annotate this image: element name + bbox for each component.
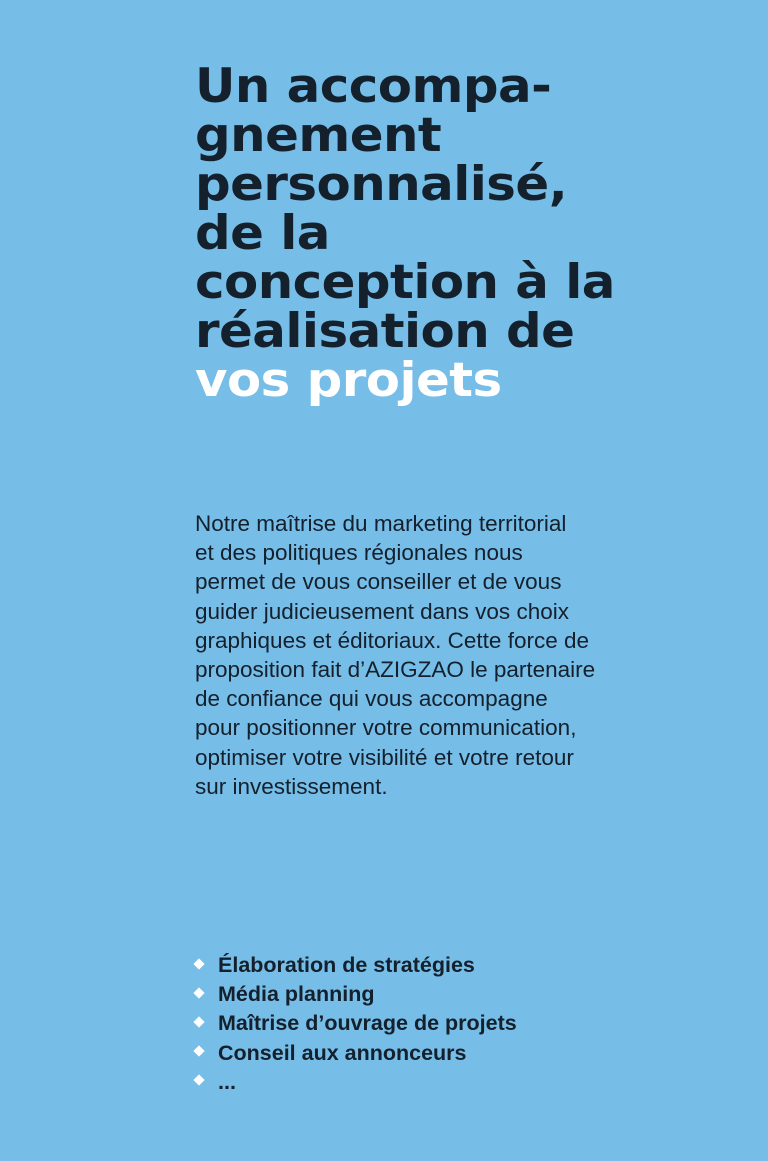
diamond-bullet-icon: [193, 1016, 204, 1027]
heading-highlight-line: vos projets: [195, 353, 502, 408]
body-line: et des politiques régionales nous: [195, 540, 523, 566]
body-paragraph: [195, 509, 655, 801]
list-item-label: Conseil aux annonceurs: [218, 1040, 467, 1065]
body-line: graphiques et éditoriaux. Cette force de: [195, 627, 589, 653]
heading-line: personnalisé,: [195, 157, 568, 212]
page-heading: [195, 59, 755, 408]
body-line: guider judicieusement dans vos choix: [195, 598, 569, 624]
body-line: proposition fait d’AZIGZAO le partenaire: [195, 657, 596, 683]
diamond-bullet-icon: [193, 1075, 204, 1086]
list-item-label: Média planning: [218, 982, 375, 1007]
body-line: de confiance qui vous accompagne: [195, 686, 548, 712]
diamond-bullet-icon: [193, 958, 204, 969]
services-list: [193, 951, 517, 1097]
body-line: permet de vous conseiller et de vous: [195, 569, 562, 595]
list-item: [193, 1039, 517, 1068]
heading-line: gnement: [195, 108, 442, 163]
body-line: sur investissement.: [195, 773, 388, 799]
diamond-bullet-icon: [193, 1045, 204, 1056]
diamond-bullet-icon: [193, 987, 204, 998]
list-item-label: ...: [218, 1069, 236, 1094]
list-item: [193, 1068, 517, 1097]
body-line: Notre maîtrise du marketing territorial: [195, 511, 567, 536]
list-item-label: Élaboration de stratégies: [218, 953, 475, 978]
list-item: [193, 951, 517, 980]
list-item-label: Maîtrise d’ouvrage de projets: [218, 1011, 517, 1036]
heading-line: Un accompa-: [195, 59, 552, 114]
list-item: [193, 980, 517, 1009]
body-line: pour positionner votre communication,: [195, 715, 577, 741]
list-item: [193, 1009, 517, 1038]
body-line: optimiser votre visibilité et votre retour: [195, 744, 574, 770]
heading-line: conception à la: [195, 255, 615, 310]
heading-line: de la: [195, 206, 330, 261]
heading-line: réalisation de: [195, 304, 575, 359]
